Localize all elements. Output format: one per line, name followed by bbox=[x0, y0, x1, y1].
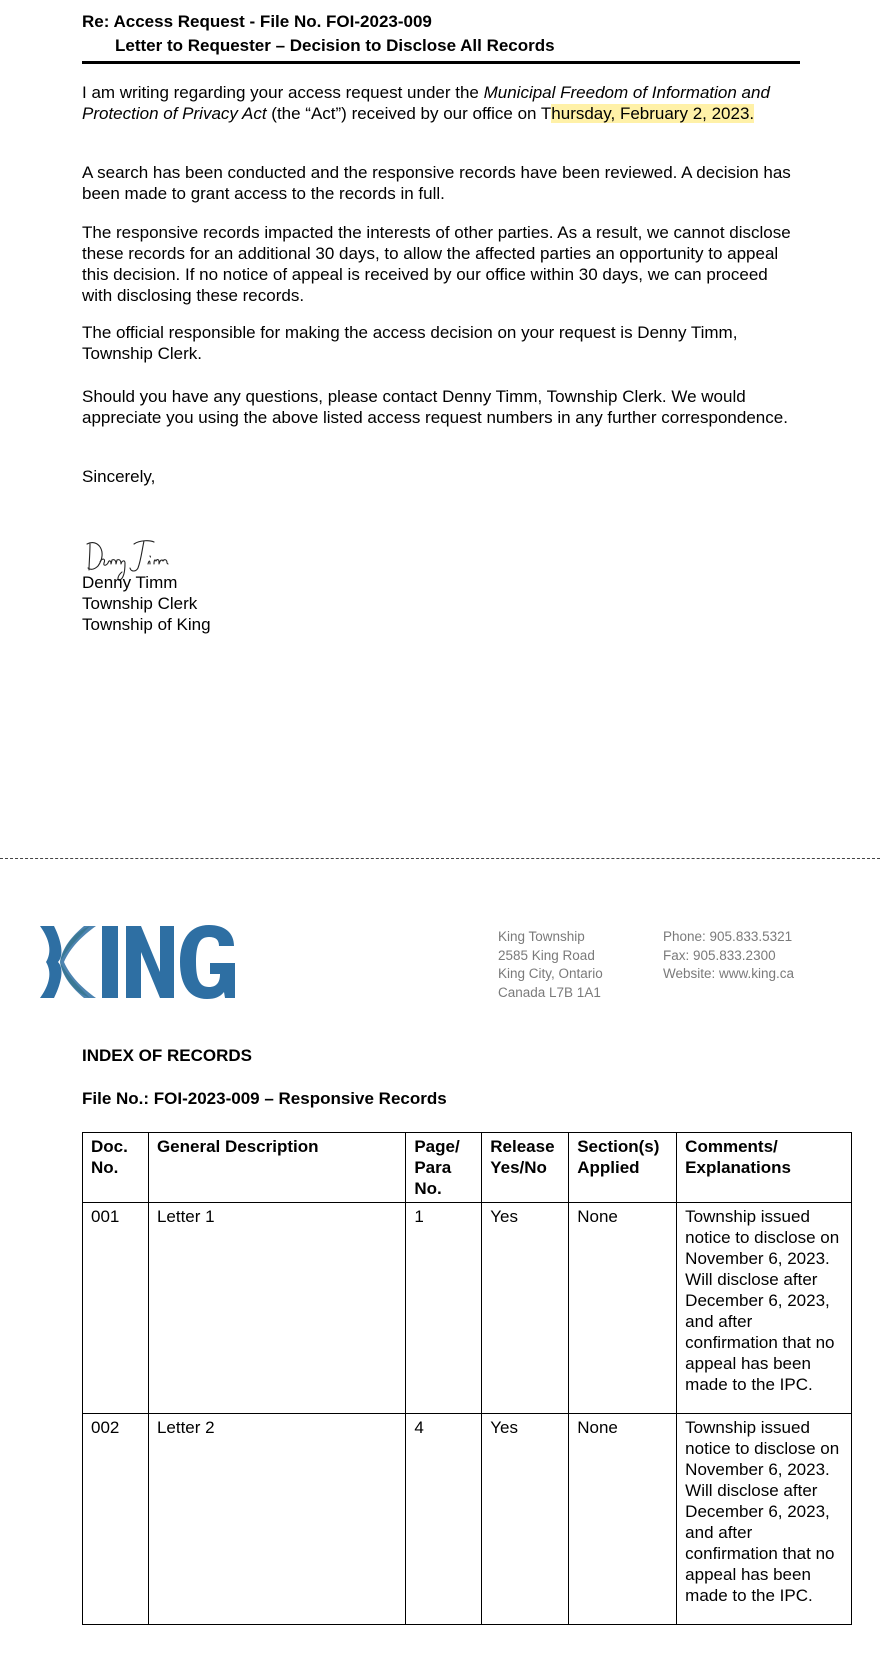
signatory-name: Denny Timm bbox=[82, 573, 178, 592]
paragraph-questions: Should you have any questions, please contact Denny Timm, Township Clerk. We would appreciate you using the above listed access request numbers in any further correspondence. bbox=[82, 387, 788, 427]
intro-text-b: (the “Act”) received by our office on T bbox=[266, 104, 552, 123]
cell-page-para: 1 bbox=[406, 1203, 482, 1414]
cell-doc-no: 001 bbox=[83, 1203, 149, 1414]
paragraph-intro bbox=[82, 82, 802, 124]
subject-line: Letter to Requester – Decision to Disclose All Records bbox=[115, 36, 555, 55]
cell-comments: Township issued notice to disclose on November 6, 2023. Will disclose after December 6, 2023, and after confirmation that no appeal has been made to the IPC. bbox=[677, 1203, 852, 1414]
col-header-sections: Section(s) Applied bbox=[569, 1133, 677, 1203]
address-line: King Township bbox=[498, 929, 585, 944]
address-line: 2585 King Road bbox=[498, 947, 595, 963]
cell-sections: None bbox=[569, 1414, 677, 1625]
cell-description: Letter 2 bbox=[148, 1414, 405, 1625]
col-header-description: General Description bbox=[148, 1133, 405, 1203]
closing: Sincerely, bbox=[82, 467, 156, 486]
paragraph-official: The official responsible for making the access decision on your request is Denny Timm, Township Clerk. bbox=[82, 323, 738, 363]
re-line: Re: Access Request - File No. FOI-2023-009 bbox=[82, 12, 432, 31]
cell-description: Letter 1 bbox=[148, 1203, 405, 1414]
phone-line: Phone: 905.833.5321 bbox=[663, 929, 793, 944]
header-rule bbox=[82, 61, 800, 64]
cell-doc-no: 002 bbox=[83, 1414, 149, 1625]
signatory-title: Township Clerk bbox=[82, 594, 198, 613]
col-header-doc-no: Doc. No. bbox=[83, 1133, 149, 1203]
page-separator bbox=[0, 858, 880, 859]
table-row bbox=[83, 1203, 852, 1414]
paragraph-third-party: The responsive records impacted the interests of other parties. As a result, we cannot disclose these records for an additional 30 days, to allow the affected parties an opportunity to appeal this decision. If no notice of appeal is received by our office within 30 days, we can proceed with disclosing these records. bbox=[82, 223, 791, 305]
king-logo bbox=[38, 922, 238, 1002]
website-line: Website: www.king.ca bbox=[663, 966, 795, 981]
index-title: INDEX OF RECORDS bbox=[82, 1046, 253, 1065]
records-table bbox=[82, 1132, 852, 1625]
intro-text-a: I am writing regarding your access request under the bbox=[82, 83, 484, 102]
letterhead-contact bbox=[663, 928, 794, 984]
act-name: Municipal Freedom of Information and Protection of Privacy Act bbox=[82, 83, 770, 123]
cell-sections: None bbox=[569, 1203, 677, 1414]
letter-header bbox=[82, 10, 800, 58]
table-header-row bbox=[83, 1133, 852, 1203]
cell-page-para: 4 bbox=[406, 1414, 482, 1625]
col-header-page-para: Page/ Para No. bbox=[406, 1133, 482, 1203]
fax-line: Fax: 905.833.2300 bbox=[663, 947, 776, 963]
col-header-comments: Comments/ Explanations bbox=[677, 1133, 852, 1203]
letterhead-address bbox=[498, 928, 603, 1002]
col-header-release: Release Yes/No bbox=[482, 1133, 569, 1203]
cell-release: Yes bbox=[482, 1203, 569, 1414]
cell-comments: Township issued notice to disclose on November 6, 2023. Will disclose after December 6, 2023, and after confirmation that no appeal has been made to the IPC. bbox=[677, 1414, 852, 1625]
file-title: File No.: FOI-2023-009 – Responsive Records bbox=[82, 1089, 447, 1108]
cell-release: Yes bbox=[482, 1414, 569, 1625]
address-line: Canada L7B 1A1 bbox=[498, 984, 601, 1000]
address-line: King City, Ontario bbox=[498, 966, 603, 981]
signatory-block bbox=[82, 572, 802, 635]
paragraph-search: A search has been conducted and the responsive records have been reviewed. A decision has been made to grant access to the records in full. bbox=[82, 163, 791, 203]
table-row bbox=[83, 1414, 852, 1625]
signatory-org: Township of King bbox=[82, 615, 211, 634]
received-date: hursday, February 2, 2023. bbox=[551, 104, 755, 123]
